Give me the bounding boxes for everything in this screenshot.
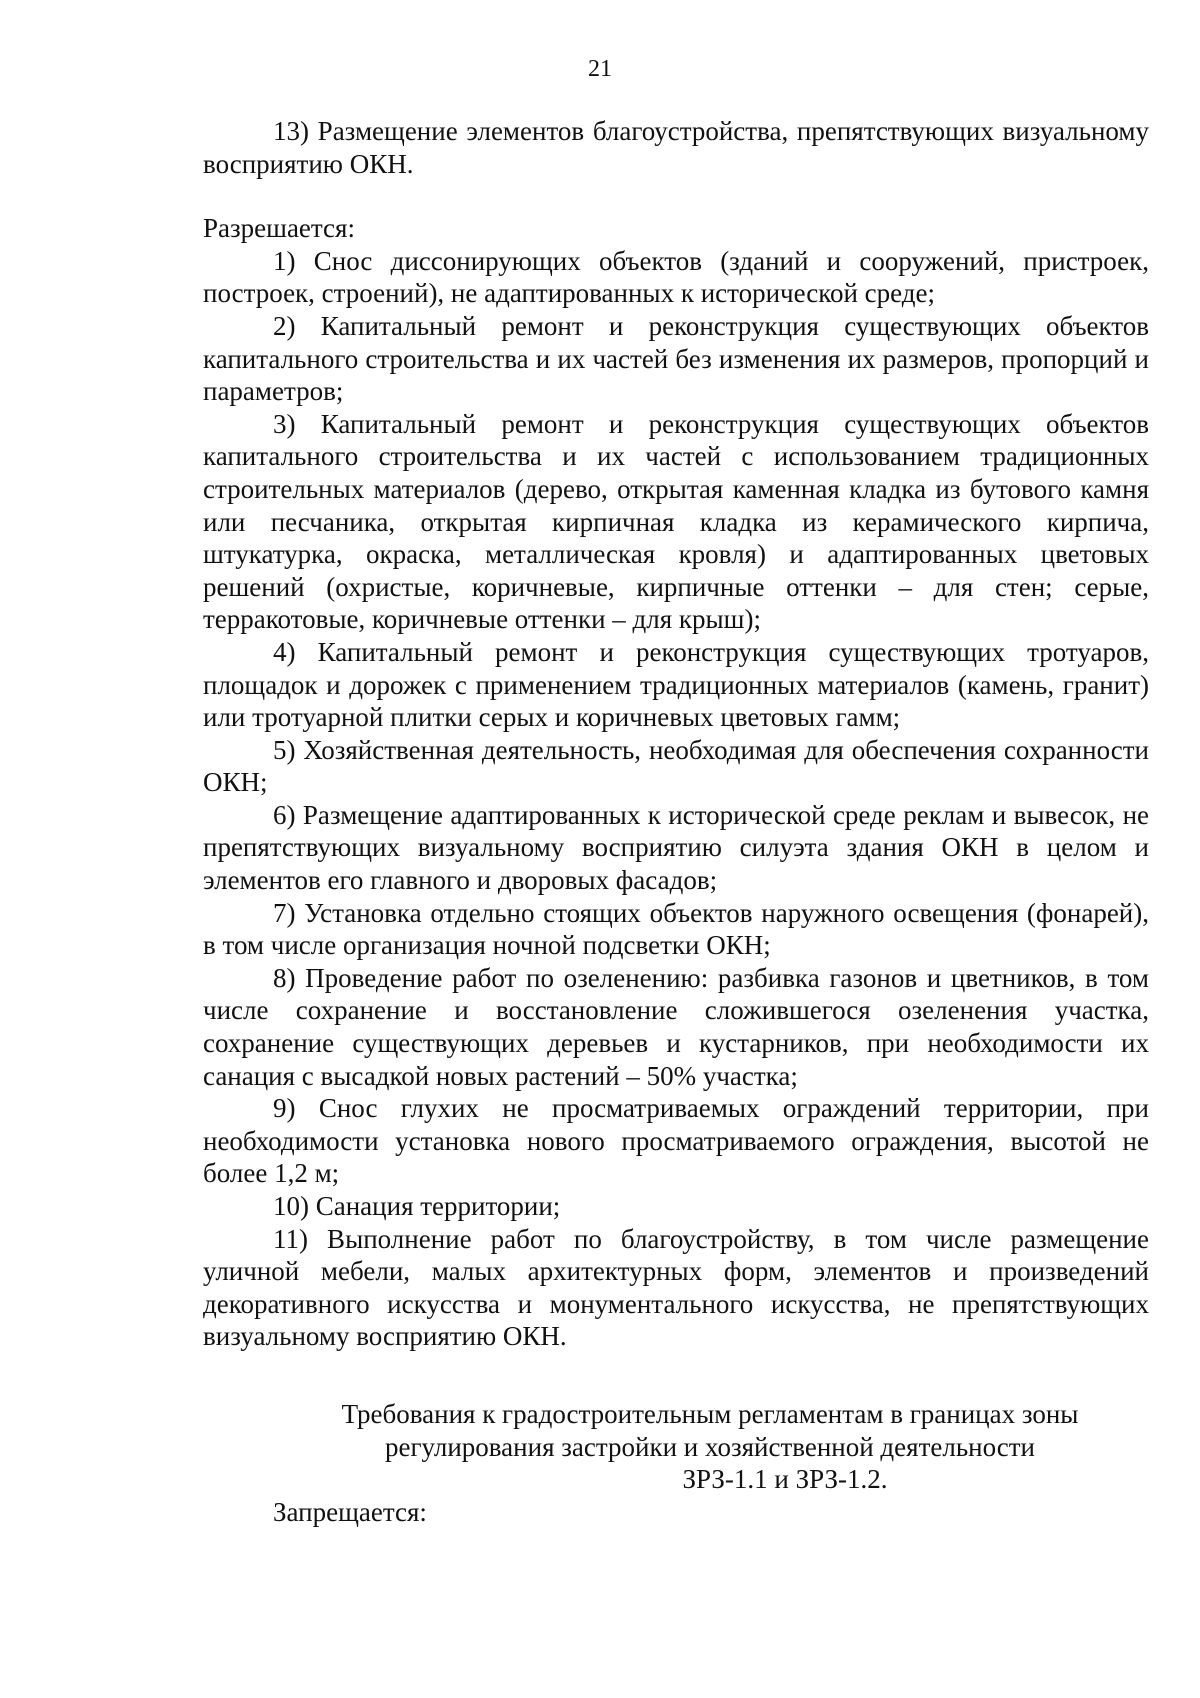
section-heading-zone-code: ЗРЗ-1.1 и ЗРЗ-1.2. — [682, 1464, 888, 1495]
section-heading-line: регулирования застройки и хозяйственной деятельности — [385, 1431, 1035, 1462]
section-heading — [203, 1398, 1149, 1496]
allowed-item-1: 1) Снос диссонирующих объектов (зданий и сооружений, пристроек, построек, строений), не адаптированных к исторической среде; — [203, 245, 1149, 309]
allowed-item-10: 10) Санация территории; — [273, 1191, 561, 1221]
allowed-item-6: 6) Размещение адаптированных к исторической среде реклам и вывесок, не препятствующих визуальному восприятию силуэта здания ОКН в целом и элементов его главного и дворовых фасадов; — [203, 799, 1149, 896]
allowed-heading: Разрешается: — [203, 213, 355, 244]
allowed-item-5: 5) Хозяйственная деятельность, необходимая для обеспечения сохранности ОКН; — [203, 734, 1149, 798]
spacer — [203, 180, 1149, 212]
page-number: 21 — [588, 56, 612, 82]
document-body — [203, 115, 1149, 1528]
restriction-item-13: 13) Размещение элементов благоустройства, препятствующих визуальному восприятию ОКН. — [203, 116, 1149, 179]
allowed-item-9: 9) Снос глухих не просматриваемых ограждений территории, при необходимости установка нового просматриваемого ограждения, высотой не более 1,2 м; — [203, 1093, 1149, 1189]
forbidden-heading: Запрещается: — [273, 1496, 427, 1527]
allowed-item-3: 3) Капитальный ремонт и реконструкция существующих объектов капитального строительства и их частей с использованием традиционных строительных материалов (дерево, открытая каменная кладка из бутового камня или песчаника, открытая кирпичная кладка из керамического кирпича, штукатурка, окраска, металлическая кровля) и адаптированных цветовых решений (охристые, коричневые, кирпичные оттенки – для стен; серые, терракотовые, коричневые оттенки – для крыш); — [203, 408, 1149, 635]
spacer — [203, 1353, 1149, 1398]
allowed-item-11: 11) Выполнение работ по благоустройству, в том числе размещение уличной мебели, малых архитектурных форм, элементов и произведений декоративного искусства и монументального искусства, не препятствующих визуальному восприятию ОКН. — [203, 1223, 1149, 1352]
allowed-item-4: 4) Капитальный ремонт и реконструкция существующих тротуаров, площадок и дорожек с применением традиционных материалов (камень, гранит) или тротуарной плитки серых и коричневых цветовых гамм; — [203, 636, 1149, 733]
allowed-item-2: 2) Капитальный ремонт и реконструкция существующих объектов капитального строительства и их частей без изменения их размеров, пропорций и параметров; — [203, 310, 1149, 407]
section-heading-line: Требования к градостроительным регламентам в границах зоны — [341, 1398, 1079, 1429]
allowed-item-7: 7) Установка отдельно стоящих объектов наружного освещения (фонарей), в том числе организация ночной подсветки ОКН; — [203, 897, 1149, 961]
allowed-item-8: 8) Проведение работ по озеленению: разбивка газонов и цветников, в том числе сохранение и восстановление сложившегося озеленения участка, сохранение существующих деревьев и кустарников, при необходимости их санация с высадкой новых растений – 50% участка; — [203, 962, 1149, 1091]
